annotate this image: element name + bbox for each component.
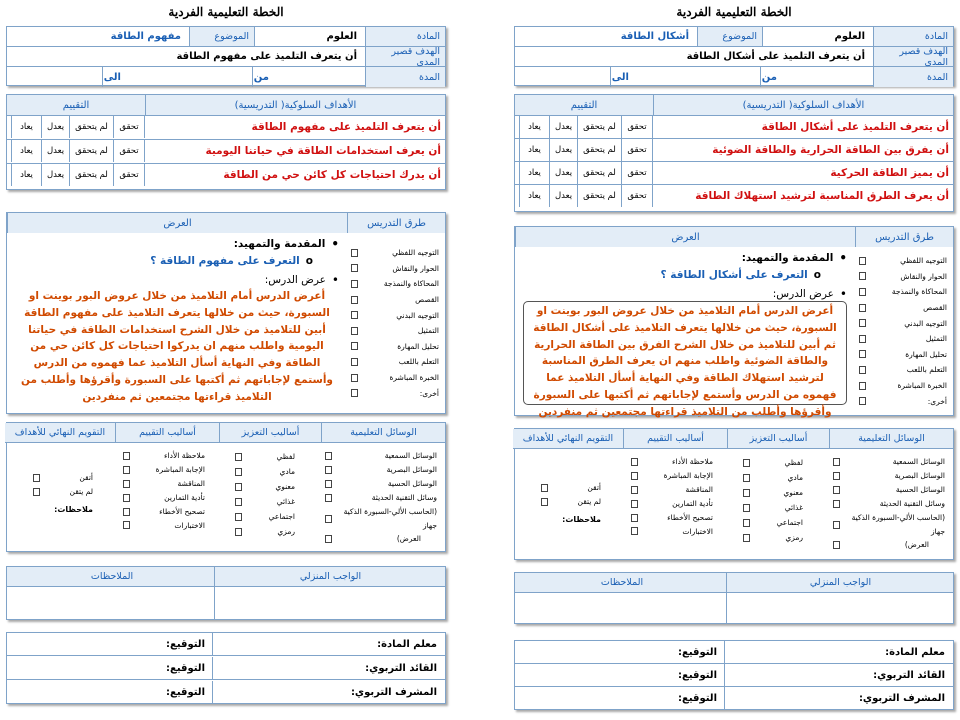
- media-item: العرض): [833, 538, 945, 552]
- principal-signature[interactable]: التوقيع:: [678, 669, 717, 681]
- checkbox-icon[interactable]: [859, 335, 866, 343]
- checkbox-icon[interactable]: [743, 534, 750, 542]
- checkbox-icon[interactable]: [235, 453, 242, 461]
- reinforce-item[interactable]: مادي: [743, 470, 803, 485]
- final-notes-label: ملاحظات:: [54, 504, 93, 514]
- assess-item[interactable]: تصحيح الأخطاء: [123, 505, 205, 519]
- reinforce-item[interactable]: معنوي: [235, 479, 295, 494]
- circle-bullet-icon: o: [305, 255, 313, 267]
- checkbox-icon[interactable]: [541, 484, 548, 492]
- to-label: الى: [611, 71, 629, 83]
- signatures-card: [514, 640, 954, 710]
- checkbox-icon[interactable]: [351, 358, 358, 366]
- method-item[interactable]: القصص: [859, 300, 947, 316]
- objective-2: أن يفرق بين الطاقة الحرارية والطاقة الضوئية: [712, 144, 949, 156]
- methods-header: طرق التدريس: [855, 227, 953, 247]
- bullet-icon: •: [331, 237, 339, 251]
- teacher-label: معلم المادة:: [377, 638, 437, 650]
- method-item[interactable]: أخرى:: [859, 393, 947, 409]
- assess-item[interactable]: تأدية التمارين: [123, 491, 205, 505]
- checkbox-icon[interactable]: [859, 366, 866, 374]
- lesson-label: عرض الدرس:: [772, 288, 834, 300]
- media-item[interactable]: (الحاسب الألي-السبورة الذكية جهاز: [325, 505, 437, 533]
- final-eval-list: [33, 471, 93, 517]
- checkbox-icon[interactable]: [351, 374, 358, 382]
- page-title: الخطة التعليمية الفردية: [676, 5, 792, 19]
- assess-item[interactable]: تأدية التمارين: [631, 497, 713, 511]
- checkbox-icon[interactable]: [351, 280, 358, 288]
- topic-label: الموضوع: [189, 27, 255, 46]
- reinforce-item[interactable]: مادي: [235, 464, 295, 479]
- rating-modify[interactable]: يعدل: [41, 164, 69, 186]
- intro-label: المقدمة والتمهيد:: [233, 238, 326, 250]
- lesson-text[interactable]: أعرض الدرس أمام التلاميذ من خلال عروض البور بوينت او السبورة، حيث من خلالها يتعرف التلاميذ على مفهوم الطاقة أبين للتلاميذ من خلال الشرح استخدامات الطاقة في حياتنا اليومية واطلب منهم ان يدركوا احتياجات كل كائن حي من الطاقة وفي النهاية أسأل التلاميذ عما فهموه من الدرس وأستمع لإجاباتهم ثم أكتبها على السبورة وأقرؤها وأطلب من التلاميذ قراءتها مجتمعين ثم منفردين: [21, 290, 333, 403]
- supervisor-label: المشرف التربوي:: [350, 687, 437, 698]
- rating-not-achieved[interactable]: لم يتحقق: [577, 139, 621, 161]
- checkbox-icon[interactable]: [859, 257, 866, 265]
- media-item[interactable]: الوسائل السمعية: [325, 449, 437, 463]
- reinforce-item[interactable]: رمزي: [235, 524, 295, 539]
- media-item[interactable]: الوسائل البصرية: [325, 463, 437, 477]
- checkbox-icon[interactable]: [833, 541, 840, 549]
- rating-repeat[interactable]: يعاد: [519, 116, 549, 138]
- homework-header: الواجب المنزلي: [215, 567, 445, 587]
- objectives-header: الأهداف السلوكية( التدريسية): [653, 95, 953, 115]
- checkbox-icon[interactable]: [235, 468, 242, 476]
- intro-text: التعرف على مفهوم الطاقة ؟: [150, 255, 300, 267]
- rating-modify[interactable]: يعدل: [41, 140, 69, 162]
- method-item[interactable]: التمثيل: [859, 331, 947, 347]
- topic-value[interactable]: أشكال الطاقة: [620, 31, 689, 42]
- from-label: من: [253, 71, 269, 83]
- rating-modify[interactable]: يعدل: [41, 116, 69, 138]
- assess-header: أساليب التقييم: [623, 429, 727, 449]
- assess-header: أساليب التقييم: [115, 423, 219, 443]
- checkbox-icon[interactable]: [743, 489, 750, 497]
- assess-item[interactable]: ملاحظة الأداء: [631, 455, 713, 469]
- objectives-card: [514, 94, 954, 212]
- checkbox-icon[interactable]: [859, 304, 866, 312]
- checkbox-icon[interactable]: [743, 504, 750, 512]
- checkbox-icon[interactable]: [631, 527, 638, 535]
- reinforce-list: [743, 455, 803, 545]
- goal-label: الهدف قصير المدى: [873, 47, 953, 66]
- from-label: من: [761, 71, 777, 83]
- media-header: الوسائل التعليمية: [321, 423, 445, 443]
- assess-item[interactable]: ملاحظة الأداء: [123, 449, 205, 463]
- checkbox-icon[interactable]: [631, 514, 638, 522]
- homework-card: [6, 566, 446, 620]
- checkbox-icon[interactable]: [351, 249, 358, 257]
- method-item[interactable]: القصص: [351, 292, 439, 308]
- checkbox-icon[interactable]: [859, 397, 866, 405]
- media-item[interactable]: الوسائل البصرية: [833, 469, 945, 483]
- checkbox-icon[interactable]: [235, 483, 242, 491]
- subject-value[interactable]: العلوم: [326, 31, 357, 42]
- reinforce-item[interactable]: لفظي: [743, 455, 803, 470]
- rating-not-achieved[interactable]: لم يتحقق: [69, 140, 113, 162]
- objective-1: أن يتعرف التلميذ على مفهوم الطاقة: [251, 121, 441, 133]
- checkbox-icon[interactable]: [631, 472, 638, 480]
- to-label: الى: [103, 71, 121, 83]
- page-title: الخطة التعليمية الفردية: [168, 5, 284, 19]
- goal-label: الهدف قصير المدى: [365, 47, 445, 66]
- checkbox-icon[interactable]: [351, 327, 358, 335]
- assess-list: [631, 455, 713, 538]
- media-item[interactable]: الوسائل السمعية: [833, 455, 945, 469]
- bullet-icon: •: [839, 287, 847, 301]
- bullet-icon: •: [839, 251, 847, 265]
- method-item[interactable]: التمثيل: [351, 323, 439, 339]
- rating-achieved[interactable]: تحقق: [621, 162, 653, 184]
- notes-header: الملاحظات: [515, 573, 729, 593]
- checkbox-icon[interactable]: [235, 498, 242, 506]
- assess-item[interactable]: الإجابة المباشرة: [631, 469, 713, 483]
- assess-item[interactable]: الإجابة المباشرة: [123, 463, 205, 477]
- presentation-card: [6, 212, 446, 414]
- rating-modify[interactable]: يعدل: [549, 139, 577, 161]
- rating-modify[interactable]: يعدل: [549, 116, 577, 138]
- topic-label: الموضوع: [697, 27, 763, 46]
- assess-item[interactable]: تصحيح الأخطاء: [631, 511, 713, 525]
- final-eval-item[interactable]: أتقن: [33, 471, 93, 485]
- checkbox-icon[interactable]: [33, 488, 40, 496]
- checkbox-icon[interactable]: [325, 494, 332, 502]
- assess-list: [123, 449, 205, 532]
- checkbox-icon[interactable]: [631, 500, 638, 508]
- method-item[interactable]: التعلم باللعب: [351, 354, 439, 370]
- media-item: العرض): [325, 532, 437, 546]
- rating-repeat[interactable]: يعاد: [11, 116, 41, 138]
- signatures-card: [6, 632, 446, 704]
- checkbox-icon[interactable]: [833, 458, 840, 466]
- intro-label: المقدمة والتمهيد:: [741, 252, 834, 264]
- objectives-header: الأهداف السلوكية( التدريسية): [145, 95, 445, 115]
- info-card: [514, 26, 954, 86]
- method-item[interactable]: الخبرة المباشرة: [859, 378, 947, 394]
- media-item[interactable]: الوسائل الحسية: [833, 483, 945, 497]
- subject-label: المادة: [873, 27, 953, 46]
- media-item[interactable]: (الحاسب الألي-السبورة الذكية جهاز: [833, 511, 945, 539]
- rating-achieved[interactable]: تحقق: [621, 185, 653, 207]
- supervisor-signature[interactable]: التوقيع:: [678, 693, 717, 704]
- final-eval-header: التقويم النهائي للأهداف: [513, 429, 623, 449]
- objective-2: أن يعرف استخدامات الطاقة في حياتنا اليومية: [205, 145, 441, 157]
- rating-achieved[interactable]: تحقق: [621, 116, 653, 138]
- checkbox-icon[interactable]: [631, 458, 638, 466]
- objective-4: أن يعرف الطرق المناسبة لترشيد استهلاك الطاقة: [695, 190, 949, 202]
- supervisor-signature[interactable]: التوقيع:: [166, 687, 205, 698]
- checkbox-icon[interactable]: [123, 508, 130, 516]
- method-item[interactable]: الحوار والنقاش: [859, 269, 947, 285]
- checkbox-icon[interactable]: [123, 466, 130, 474]
- objectives-card: [6, 94, 446, 190]
- rating-repeat[interactable]: يعاد: [519, 139, 549, 161]
- lesson-text[interactable]: أعرض الدرس أمام التلاميذ من خلال عروض البور بوينت او السبورة، حيث من خلالها يتعرف التلاميذ على أشكال الطاقة ثم أبين للتلاميذ من خلال الشرح الفرق بين الطاقة الحرارية والطاقة الضوئية واطلب منهم ان يعرف الطرق المناسبة لترشيد استهلاك الطاقة وفي النهاية أسأل التلاميذ عما فهموه من الدرس وأستمع لإجاباتهم ثم أكتبها على السبورة وأقرؤها وأطلب من التلاميذ قراءتها مجتمعين ثم منفردين: [523, 301, 847, 405]
- presentation-body: [523, 251, 847, 418]
- method-item[interactable]: التعلم باللعب: [859, 362, 947, 378]
- method-item[interactable]: التوجيه البدني: [351, 307, 439, 323]
- duration-label: المدة: [365, 67, 445, 87]
- rating-modify[interactable]: يعدل: [549, 185, 577, 207]
- media-header: الوسائل التعليمية: [829, 429, 953, 449]
- methods-list: [351, 245, 439, 401]
- methods-header: طرق التدريس: [347, 213, 445, 233]
- presentation-card: [514, 226, 954, 416]
- evaluation-header: التقييم: [7, 95, 145, 115]
- method-item[interactable]: المحاكاة والنمذجة: [859, 284, 947, 300]
- checkbox-icon[interactable]: [859, 350, 866, 358]
- final-eval-item[interactable]: لم يتقن: [541, 495, 601, 509]
- lesson-label: عرض الدرس:: [264, 274, 326, 286]
- method-item[interactable]: التوجيه اللفظي: [351, 245, 439, 261]
- final-eval-item[interactable]: أتقن: [541, 481, 601, 495]
- circle-bullet-icon: o: [813, 269, 821, 281]
- teacher-label: معلم المادة:: [885, 646, 945, 658]
- media-item[interactable]: الوسائل الحسية: [325, 477, 437, 491]
- checkbox-icon[interactable]: [325, 480, 332, 488]
- method-item[interactable]: التوجيه اللفظي: [859, 253, 947, 269]
- presentation-header: العرض: [515, 227, 855, 247]
- homework-card: [514, 572, 954, 624]
- method-item[interactable]: التوجيه البدني: [859, 315, 947, 331]
- media-list: [833, 455, 945, 552]
- checkbox-icon[interactable]: [351, 389, 358, 397]
- checkbox-icon[interactable]: [631, 486, 638, 494]
- method-item[interactable]: تحليل المهارة: [351, 339, 439, 355]
- assess-item[interactable]: الاختبارات: [123, 519, 205, 533]
- reinforce-item[interactable]: غذائي: [235, 494, 295, 509]
- reinforce-item[interactable]: اجتماعي: [743, 515, 803, 530]
- bullet-icon: •: [331, 273, 339, 287]
- homework-header: الواجب المنزلي: [727, 573, 953, 593]
- reinforce-header: أساليب التعزيز: [727, 429, 829, 449]
- checkbox-icon[interactable]: [351, 311, 358, 319]
- methods-list: [859, 253, 947, 409]
- resources-card: [6, 422, 446, 552]
- reinforce-item[interactable]: غذائي: [743, 500, 803, 515]
- rating-repeat[interactable]: يعاد: [519, 162, 549, 184]
- goal-value[interactable]: أن يتعرف التلميذ على أشكال الطاقة: [686, 51, 865, 62]
- checkbox-icon[interactable]: [325, 452, 332, 460]
- objective-3: أن يميز الطاقة الحركية: [830, 167, 949, 179]
- subject-value[interactable]: العلوم: [834, 31, 865, 42]
- subject-label: المادة: [365, 27, 445, 46]
- rating-not-achieved[interactable]: لم يتحقق: [577, 185, 621, 207]
- reinforce-item[interactable]: معنوي: [743, 485, 803, 500]
- checkbox-icon[interactable]: [743, 519, 750, 527]
- rating-not-achieved[interactable]: لم يتحقق: [577, 116, 621, 138]
- resources-card: [514, 428, 954, 560]
- rating-not-achieved[interactable]: لم يتحقق: [69, 164, 113, 186]
- rating-achieved[interactable]: تحقق: [621, 139, 653, 161]
- rating-repeat[interactable]: يعاد: [519, 185, 549, 207]
- duration-label: المدة: [873, 67, 953, 87]
- rating-repeat[interactable]: يعاد: [11, 140, 41, 162]
- checkbox-icon[interactable]: [833, 472, 840, 480]
- checkbox-icon[interactable]: [859, 319, 866, 327]
- rating-not-achieved[interactable]: لم يتحقق: [577, 162, 621, 184]
- evaluation-header: التقييم: [515, 95, 653, 115]
- teacher-signature[interactable]: التوقيع:: [166, 638, 205, 650]
- media-item[interactable]: وسائل التقنية الحديثة: [325, 491, 437, 505]
- reinforce-item[interactable]: لفظي: [235, 449, 295, 464]
- goal-value[interactable]: أن يتعرف التلميذ على مفهوم الطاقة: [176, 51, 357, 62]
- checkbox-icon[interactable]: [325, 515, 332, 523]
- intro-text: التعرف على أشكال الطاقة ؟: [660, 269, 808, 281]
- plan-page-energy-concept: [2, 0, 450, 720]
- checkbox-icon[interactable]: [123, 452, 130, 460]
- checkbox-icon[interactable]: [833, 486, 840, 494]
- rating-achieved[interactable]: تحقق: [113, 140, 145, 162]
- checkbox-icon[interactable]: [743, 474, 750, 482]
- checkbox-icon[interactable]: [33, 474, 40, 482]
- reinforce-item[interactable]: رمزي: [743, 530, 803, 545]
- objective-1: أن يتعرف التلميذ على أشكال الطاقة: [761, 121, 949, 133]
- notes-header: الملاحظات: [7, 567, 217, 587]
- rating-achieved[interactable]: تحقق: [113, 164, 145, 186]
- assess-item[interactable]: المناقشة: [631, 483, 713, 497]
- checkbox-icon[interactable]: [351, 342, 358, 350]
- info-card: [6, 26, 446, 86]
- checkbox-icon[interactable]: [743, 459, 750, 467]
- checkbox-icon[interactable]: [833, 521, 840, 529]
- checkbox-icon[interactable]: [235, 528, 242, 536]
- assess-item[interactable]: المناقشة: [123, 477, 205, 491]
- method-item[interactable]: المحاكاة والنمذجة: [351, 276, 439, 292]
- rating-not-achieved[interactable]: لم يتحقق: [69, 116, 113, 138]
- topic-value[interactable]: مفهوم الطاقة: [110, 31, 181, 42]
- principal-label: القائد التربوي:: [365, 662, 437, 674]
- principal-signature[interactable]: التوقيع:: [166, 662, 205, 674]
- assess-item[interactable]: الاختبارات: [631, 525, 713, 539]
- final-eval-list: [541, 481, 601, 527]
- checkbox-icon[interactable]: [351, 296, 358, 304]
- principal-label: القائد التربوي:: [873, 669, 945, 681]
- rating-achieved[interactable]: تحقق: [113, 116, 145, 138]
- teacher-signature[interactable]: التوقيع:: [678, 646, 717, 658]
- checkbox-icon[interactable]: [833, 500, 840, 508]
- final-eval-item[interactable]: لم يتقن: [33, 485, 93, 499]
- method-item[interactable]: الخبرة المباشرة: [351, 370, 439, 386]
- checkbox-icon[interactable]: [351, 264, 358, 272]
- checkbox-icon[interactable]: [123, 480, 130, 488]
- final-eval-header: التقويم النهائي للأهداف: [5, 423, 115, 443]
- checkbox-icon[interactable]: [859, 382, 866, 390]
- rating-repeat[interactable]: يعاد: [11, 164, 41, 186]
- method-item[interactable]: أخرى:: [351, 385, 439, 401]
- supervisor-label: المشرف التربوي:: [858, 693, 945, 704]
- checkbox-icon[interactable]: [859, 288, 866, 296]
- objective-3: أن يدرك احتياجات كل كائن حي من الطاقة: [223, 169, 441, 181]
- media-list: [325, 449, 437, 546]
- method-item[interactable]: تحليل المهارة: [859, 347, 947, 363]
- media-item[interactable]: وسائل التقنية الحديثة: [833, 497, 945, 511]
- checkbox-icon[interactable]: [123, 521, 130, 529]
- presentation-body: [15, 237, 339, 407]
- checkbox-icon[interactable]: [859, 272, 866, 280]
- plan-page-energy-forms: [510, 0, 958, 720]
- checkbox-icon[interactable]: [123, 494, 130, 502]
- checkbox-icon[interactable]: [541, 498, 548, 506]
- rating-modify[interactable]: يعدل: [549, 162, 577, 184]
- checkbox-icon[interactable]: [325, 535, 332, 543]
- checkbox-icon[interactable]: [325, 466, 332, 474]
- method-item[interactable]: الحوار والنقاش: [351, 261, 439, 277]
- reinforce-header: أساليب التعزيز: [219, 423, 321, 443]
- checkbox-icon[interactable]: [235, 513, 242, 521]
- reinforce-list: [235, 449, 295, 539]
- final-notes-label: ملاحظات:: [562, 514, 601, 524]
- reinforce-item[interactable]: اجتماعي: [235, 509, 295, 524]
- presentation-header: العرض: [7, 213, 347, 233]
